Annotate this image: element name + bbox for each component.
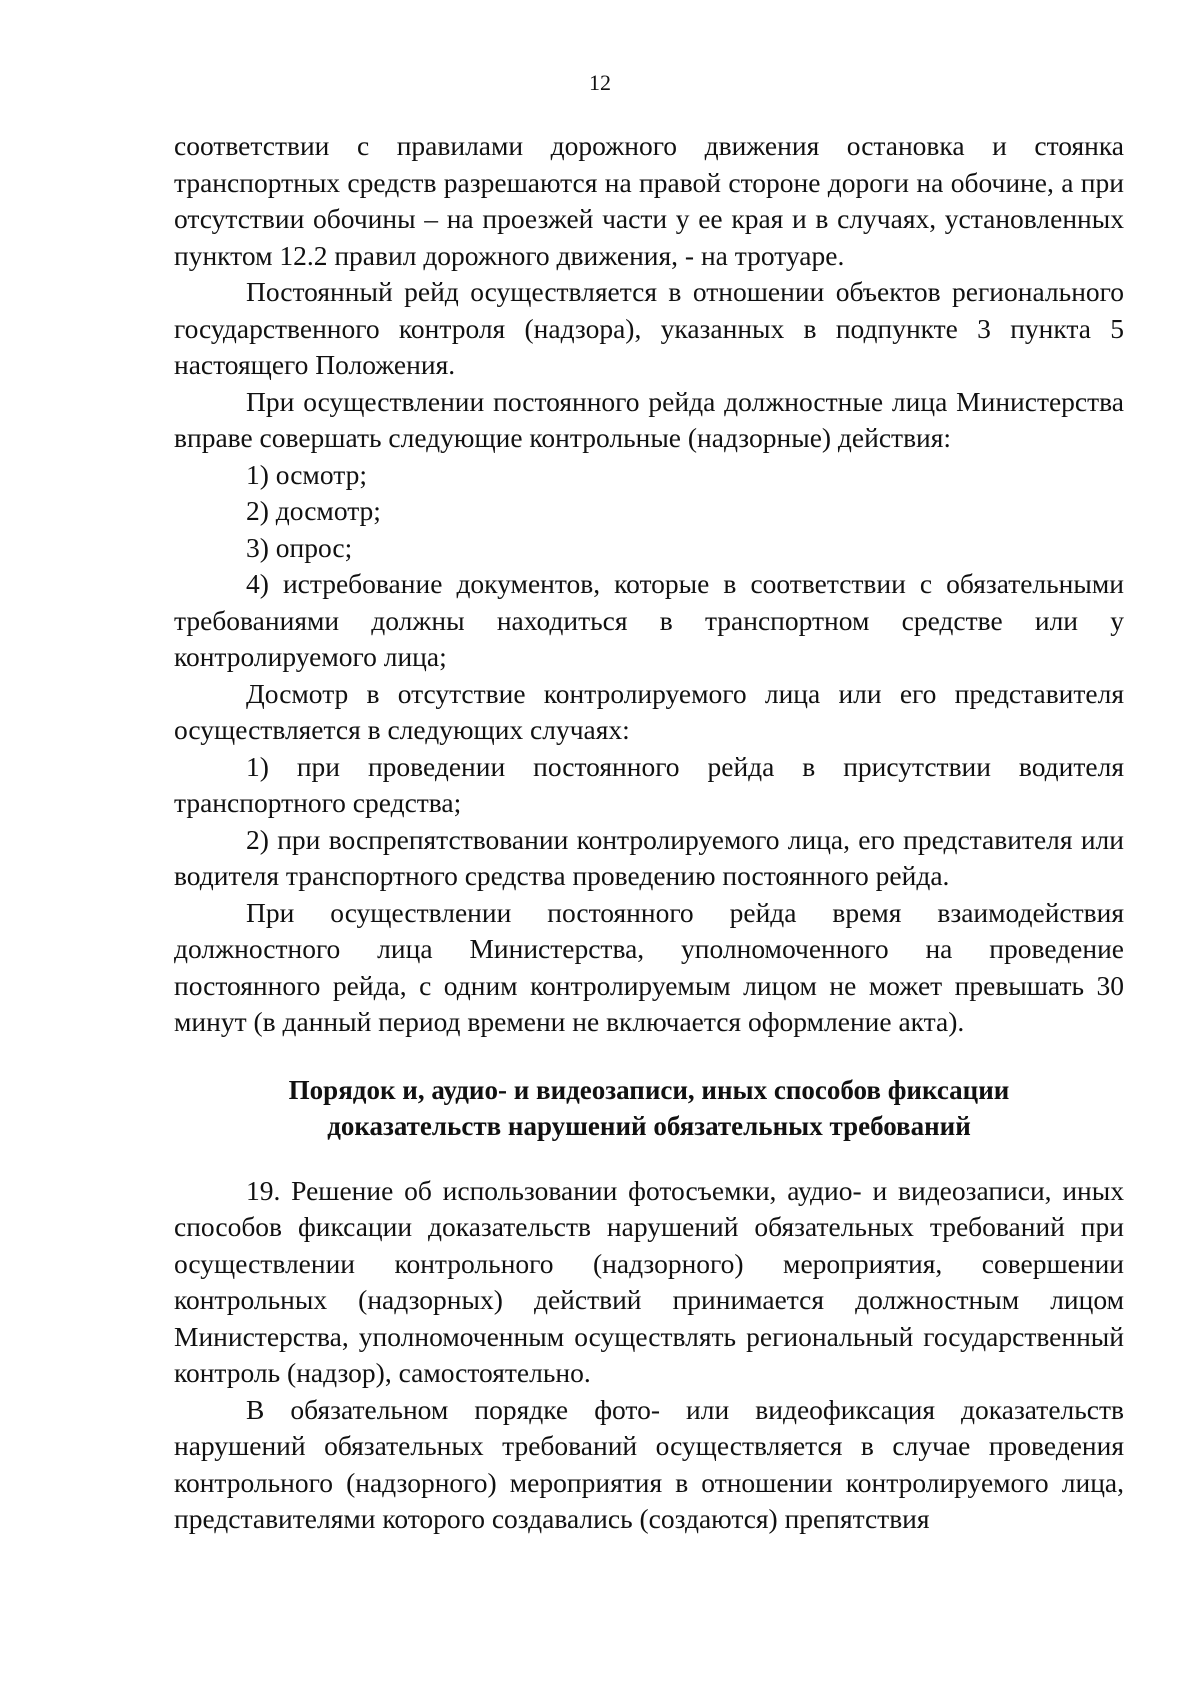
list-item-documents: 4) истребование документов, которые в соответствии с обязательными требованиями должны находиться в транспортном средстве или у контролируемого лица;	[174, 568, 1124, 672]
paragraph-interaction-time: При осуществлении постоянного рейда время взаимодействия должностного лица Министерства, уполномоченного на проведение постоянного рейда, с одним контролируемым лицом не может превышать 30 минут (в данный период времени не включается оформление акта).	[174, 896, 1124, 1037]
section-heading	[174, 1072, 1124, 1144]
list-item-inspection: 1) осмотр;	[246, 458, 367, 490]
page-number: 12	[589, 70, 611, 95]
section-heading-line-1: Порядок и, аудио- и видеозаписи, иных способов фиксации	[288, 1074, 1010, 1105]
paragraph-item-19: 19. Решение об использовании фотосъемки, аудио- и видеозаписи, иных способов фиксации доказательств нарушений обязательных требований при осуществлении контрольного (надзорного) мероприятия, совершении контрольных (надзорных) действий принимается должностным лицом Министерства, уполномоченным осуществлять региональный государственный контроль (надзор), самостоятельно.	[174, 1174, 1124, 1388]
list-item-obstruction: 2) при воспрепятствовании контролируемого лица, его представителя или водителя транспортного средства проведению постоянного рейда.	[174, 823, 1124, 891]
paragraph-continuation: соответствии с правилами дорожного движения остановка и стоянка транспортных средств разрешаются на правой стороне дороги на обочине, а при отсутствии обочины – на проезжей части у ее края и в случаях, установленных пунктом 12.2 правил дорожного движения, - на тротуаре.	[174, 130, 1124, 271]
section-heading-line-2: доказательств нарушений обязательных требований	[327, 1110, 971, 1141]
paragraph-mandatory-fixation: В обязательном порядке фото- или видеофиксация доказательств нарушений обязательных требований осуществляется в случае проведения контрольного (надзорного) мероприятия в отношении контролируемого лица, представителями которого создавались (создаются) препятствия	[174, 1393, 1124, 1534]
paragraph-search-absence: Досмотр в отсутствие контролируемого лица или его представителя осуществляется в следующих случаях:	[174, 677, 1124, 745]
list-item-driver-present: 1) при проведении постоянного рейда в присутствии водителя транспортного средства;	[174, 750, 1124, 818]
list-item-survey: 3) опрос;	[246, 531, 353, 563]
list-item-search: 2) досмотр;	[246, 495, 381, 526]
document-body	[174, 128, 1124, 1538]
paragraph-raid-actions: При осуществлении постоянного рейда должностные лица Министерства вправе совершать следующие контрольные (надзорные) действия:	[174, 385, 1124, 453]
paragraph-raid-objects: Постоянный рейд осуществляется в отношении объектов регионального государственного контроля (надзора), указанных в подпункте 3 пункта 5 настоящего Положения.	[174, 276, 1124, 380]
